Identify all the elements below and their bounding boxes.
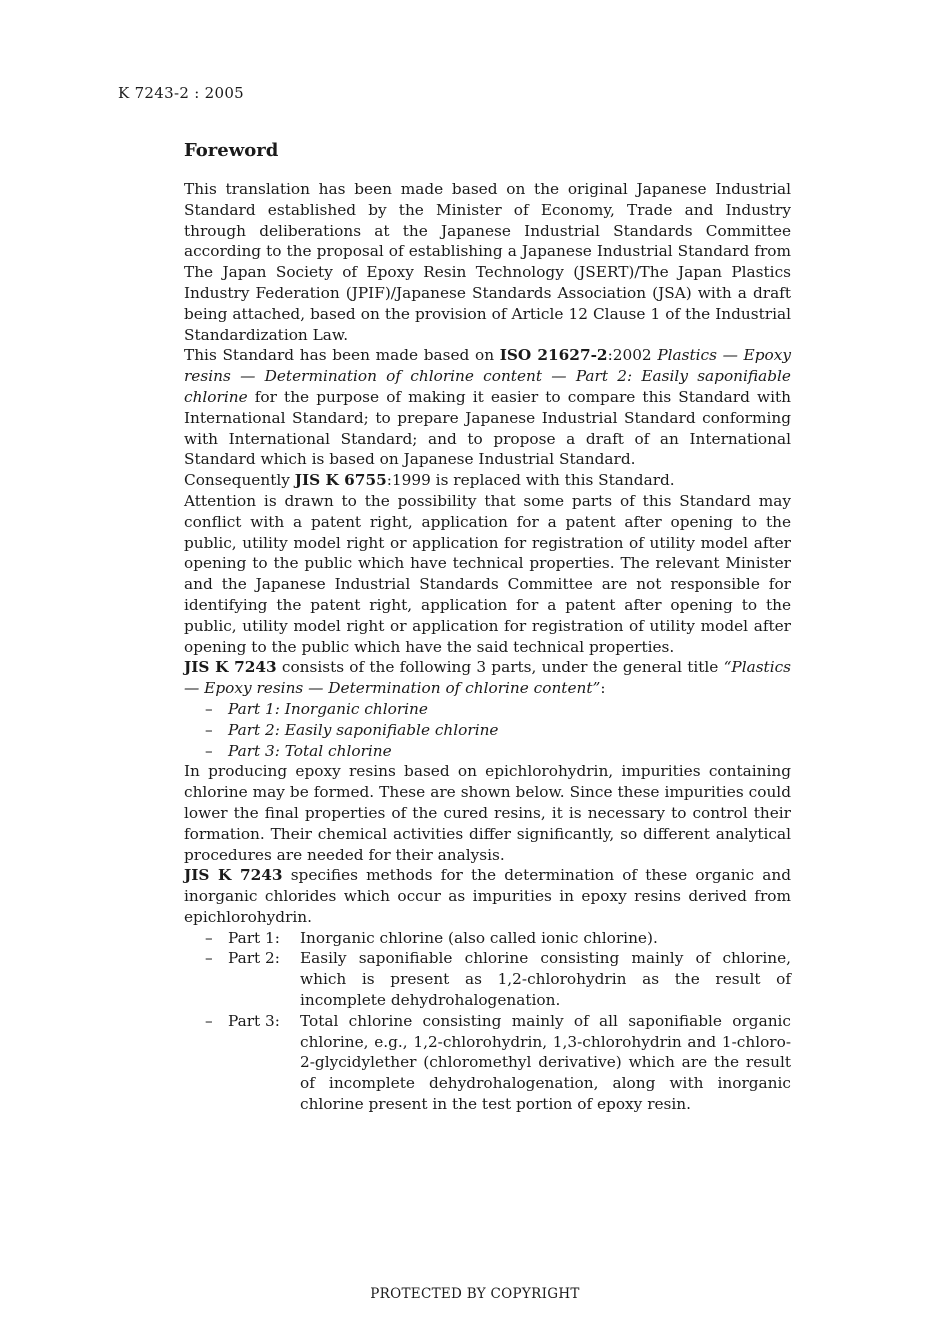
text: specifies methods for the determination of these organic and inorganic chlorides which occur as impurities in epoxy resins derived from epichlorohydrin. xyxy=(184,866,791,926)
copyright-footer: PROTECTED BY COPYRIGHT xyxy=(370,1286,580,1302)
iso-year: :2002 xyxy=(607,346,658,365)
list-item-text: Part 3: Total chlorine xyxy=(228,741,392,760)
list-item xyxy=(184,928,791,949)
list-item xyxy=(184,720,791,741)
text: : xyxy=(600,679,606,698)
text: :1999 is replaced with this Standard. xyxy=(386,471,675,490)
list-item xyxy=(184,699,791,720)
paragraph-patent-notice: Attention is drawn to the possibility that some parts of this Standard may conflict with a patent right, application for a patent after opening to the public, utility model right or application for registration of utility model after opening to the public which have technical properties. The relevant Minister and the Japanese Industrial Standards Committee are not responsible for identifying the patent right, application for a patent after opening to the public, utility model right or application for registration of utility model after opening to the public which have the said technical properties. xyxy=(184,491,791,656)
paragraph-methods xyxy=(184,865,791,927)
page-title: Foreword xyxy=(184,140,279,161)
text: consists of the following 3 parts, under the general title xyxy=(276,658,724,677)
paragraph-iso-basis xyxy=(184,345,791,470)
list-item xyxy=(184,741,791,762)
list-item xyxy=(184,1011,791,1115)
iso-reference: ISO 21627-2 xyxy=(499,346,608,365)
part-label: Part 2: xyxy=(228,949,280,968)
part-description: Inorganic chlorine (also called ionic chlorine). xyxy=(300,928,658,947)
text: This Standard has been made based on xyxy=(184,346,500,365)
dash-marker: – xyxy=(205,949,213,968)
paragraph-jisc-origin: This translation has been made based on the original Japanese Industrial Standard established by the Minister of Economy, Trade and Industry through deliberations at the Japanese Industrial Standards Committee according to the proposal of establishing a Japanese Industrial Standard from The Japan Society of Epoxy Resin Technology (JSERT)/The Japan Plastics Industry Federation (JPIF)/Japanese Standards Association (JSA) with a draft being attached, based on the provision of Article 12 Clause 1 of the Industrial Standardization Law. xyxy=(184,180,791,344)
list-item xyxy=(184,948,791,1010)
dash-marker: – xyxy=(205,928,213,947)
foreword-body xyxy=(184,179,791,1115)
paragraph-parts-intro xyxy=(184,657,791,699)
part-label: Part 3: xyxy=(228,1011,280,1030)
document-code: K 7243-2 : 2005 xyxy=(118,84,245,102)
list-item-text: Part 2: Easily saponifiable chlorine xyxy=(228,720,499,739)
text: Consequently xyxy=(184,471,295,490)
jis-reference: JIS K 6755 xyxy=(294,471,387,490)
parts-detail-list xyxy=(184,928,791,1115)
general-title: “Plastics — Epoxy resins — Determination of chlorine content” xyxy=(184,658,792,698)
text: for the purpose of making it easier to compare this Standard with International Standard; to prepare Japanese Industrial Standard conforming with International Standard; and to propose a draft of an International Standard which is based on Japanese Industrial Standard. xyxy=(184,387,791,469)
parts-list xyxy=(184,699,791,761)
iso-title: Plastics — Epoxy resins — Determination of chlorine content — Part 2: Easily saponifiable chlorine xyxy=(184,346,791,406)
jis-reference: JIS K 7243 xyxy=(184,658,277,677)
part-label: Part 1: xyxy=(228,928,280,947)
paragraph-impurities: In producing epoxy resins based on epichlorohydrin, impurities containing chlorine may be formed. These are shown below. Since these impurities could lower the final properties of the cured resins, it is necessary to control their formation. Their chemical activities differ significantly, so different analytical procedures are needed for their analysis. xyxy=(184,762,791,864)
paragraph-replacement xyxy=(184,470,791,491)
jis-reference: JIS K 7243 xyxy=(184,866,283,885)
dash-marker: – xyxy=(205,1011,213,1030)
list-item-text: Part 1: Inorganic chlorine xyxy=(228,699,428,718)
part-description: Total chlorine consisting mainly of all saponifiable organic chlorine, e.g., 1,2-chlorohydrin, 1,3-chlorohydrin and 1-chloro-2-glycidylether (chloromethyl derivative) which are the result of incomplete dehydrohalogenation, along with inorganic chlorine present in the test portion of epoxy resin. xyxy=(300,1011,791,1114)
part-description: Easily saponifiable chlorine consisting mainly of chlorine, which is present as 1,2-chlorohydrin as the result of incomplete dehydrohalogenation. xyxy=(300,949,791,1010)
